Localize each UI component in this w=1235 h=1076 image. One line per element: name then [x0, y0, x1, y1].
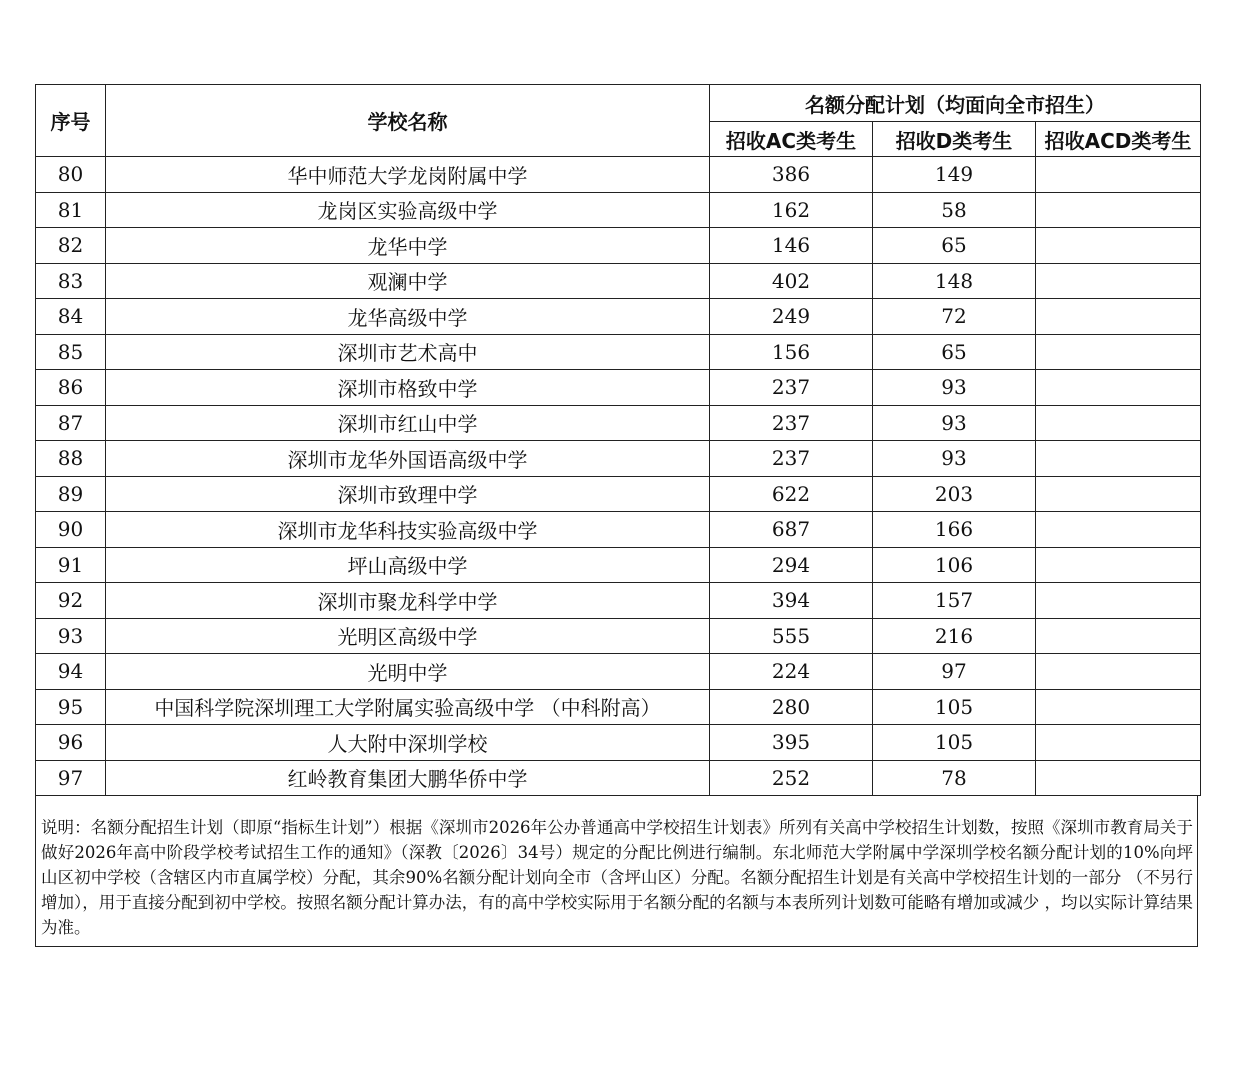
cell-serial-number: 90: [36, 512, 106, 548]
cell-d-count: 78: [873, 760, 1036, 796]
cell-serial-number: 89: [36, 476, 106, 512]
table-row: [36, 405, 1201, 441]
cell-d-count: 157: [873, 583, 1036, 619]
cell-d-count: 93: [873, 370, 1036, 406]
cell-school-name: 华中师范大学龙岗附属中学: [106, 157, 710, 193]
cell-serial-number: 93: [36, 618, 106, 654]
header-ac-candidates: 招收AC类考生: [710, 122, 873, 157]
cell-school-name: 深圳市致理中学: [106, 476, 710, 512]
cell-acd-count: [1036, 263, 1201, 299]
explanation-note: 说明：名额分配招生计划（即原“指标生计划”）根据《深圳市2026年公办普通高中学校招生计划表》所列有关高中学校招生计划数，按照《深圳市教育局关于做好2026年高中阶段学校考试招生工作的通知》（深教〔2026〕34号）规定的分配比例进行编制。东北师范大学附属中学深圳学校名额分配计划的10%向坪山区初中学校（含辖区内市直属学校）分配，其余90%名额分配计划向全市（含坪山区）分配。名额分配招生计划是有关高中学校招生计划的一部分 （不另行增加），用于直接分配到初中学校。按照名额分配计算办法，有的高中学校实际用于名额分配的名额与本表所列计划数可能略有增加或减少 ，均以实际计算结果为准。: [35, 796, 1198, 947]
cell-d-count: 106: [873, 547, 1036, 583]
cell-acd-count: [1036, 618, 1201, 654]
cell-ac-count: 294: [710, 547, 873, 583]
cell-acd-count: [1036, 547, 1201, 583]
table-row: [36, 192, 1201, 228]
cell-acd-count: [1036, 583, 1201, 619]
cell-school-name: 深圳市红山中学: [106, 405, 710, 441]
cell-school-name: 深圳市聚龙科学中学: [106, 583, 710, 619]
cell-d-count: 65: [873, 228, 1036, 264]
cell-serial-number: 95: [36, 689, 106, 725]
cell-d-count: 166: [873, 512, 1036, 548]
cell-serial-number: 91: [36, 547, 106, 583]
cell-d-count: 105: [873, 689, 1036, 725]
cell-acd-count: [1036, 654, 1201, 690]
cell-school-name: 中国科学院深圳理工大学附属实验高级中学 （中科附高）: [106, 689, 710, 725]
cell-acd-count: [1036, 441, 1201, 477]
table-body: [36, 157, 1201, 796]
cell-school-name: 龙华中学: [106, 228, 710, 264]
cell-acd-count: [1036, 689, 1201, 725]
cell-school-name: 龙岗区实验高级中学: [106, 192, 710, 228]
cell-serial-number: 86: [36, 370, 106, 406]
cell-serial-number: 88: [36, 441, 106, 477]
cell-d-count: 203: [873, 476, 1036, 512]
table-row: [36, 299, 1201, 335]
cell-school-name: 深圳市龙华科技实验高级中学: [106, 512, 710, 548]
cell-acd-count: [1036, 192, 1201, 228]
header-acd-candidates: 招收ACD类考生: [1036, 122, 1201, 157]
cell-d-count: 97: [873, 654, 1036, 690]
cell-d-count: 148: [873, 263, 1036, 299]
table-row: [36, 689, 1201, 725]
table-row: [36, 476, 1201, 512]
cell-school-name: 深圳市艺术高中: [106, 334, 710, 370]
cell-school-name: 光明区高级中学: [106, 618, 710, 654]
cell-school-name: 深圳市格致中学: [106, 370, 710, 406]
cell-school-name: 红岭教育集团大鹏华侨中学: [106, 760, 710, 796]
table-row: [36, 760, 1201, 796]
cell-ac-count: 622: [710, 476, 873, 512]
table-row: [36, 228, 1201, 264]
table-row: [36, 441, 1201, 477]
cell-serial-number: 82: [36, 228, 106, 264]
cell-acd-count: [1036, 299, 1201, 335]
table-row: [36, 512, 1201, 548]
cell-acd-count: [1036, 512, 1201, 548]
cell-ac-count: 162: [710, 192, 873, 228]
cell-ac-count: 280: [710, 689, 873, 725]
cell-school-name: 龙华高级中学: [106, 299, 710, 335]
cell-school-name: 人大附中深圳学校: [106, 725, 710, 761]
cell-serial-number: 94: [36, 654, 106, 690]
cell-ac-count: 224: [710, 654, 873, 690]
cell-ac-count: 687: [710, 512, 873, 548]
allocation-table: [35, 84, 1201, 796]
cell-d-count: 216: [873, 618, 1036, 654]
cell-ac-count: 237: [710, 441, 873, 477]
cell-d-count: 72: [873, 299, 1036, 335]
cell-acd-count: [1036, 157, 1201, 193]
cell-serial-number: 81: [36, 192, 106, 228]
header-d-candidates: 招收D类考生: [873, 122, 1036, 157]
table-row: [36, 157, 1201, 193]
cell-ac-count: 395: [710, 725, 873, 761]
cell-d-count: 105: [873, 725, 1036, 761]
cell-school-name: 光明中学: [106, 654, 710, 690]
cell-acd-count: [1036, 760, 1201, 796]
cell-school-name: 坪山高级中学: [106, 547, 710, 583]
table-row: [36, 583, 1201, 619]
cell-ac-count: 555: [710, 618, 873, 654]
cell-acd-count: [1036, 476, 1201, 512]
cell-d-count: 93: [873, 441, 1036, 477]
cell-school-name: 深圳市龙华外国语高级中学: [106, 441, 710, 477]
cell-acd-count: [1036, 228, 1201, 264]
table-row: [36, 547, 1201, 583]
cell-serial-number: 97: [36, 760, 106, 796]
table-row: [36, 725, 1201, 761]
table-row: [36, 370, 1201, 406]
cell-ac-count: 252: [710, 760, 873, 796]
allocation-table-sheet: [35, 84, 1200, 947]
cell-acd-count: [1036, 370, 1201, 406]
cell-ac-count: 402: [710, 263, 873, 299]
cell-serial-number: 80: [36, 157, 106, 193]
cell-ac-count: 156: [710, 334, 873, 370]
cell-school-name: 观澜中学: [106, 263, 710, 299]
cell-ac-count: 146: [710, 228, 873, 264]
table-row: [36, 654, 1201, 690]
cell-serial-number: 87: [36, 405, 106, 441]
cell-serial-number: 85: [36, 334, 106, 370]
header-school-name: 学校名称: [106, 85, 710, 157]
cell-ac-count: 237: [710, 370, 873, 406]
cell-serial-number: 83: [36, 263, 106, 299]
cell-d-count: 149: [873, 157, 1036, 193]
cell-acd-count: [1036, 405, 1201, 441]
header-allocation-plan-group: 名额分配计划（均面向全市招生）: [710, 85, 1201, 122]
cell-serial-number: 84: [36, 299, 106, 335]
table-row: [36, 263, 1201, 299]
cell-d-count: 58: [873, 192, 1036, 228]
cell-ac-count: 394: [710, 583, 873, 619]
cell-ac-count: 249: [710, 299, 873, 335]
cell-serial-number: 96: [36, 725, 106, 761]
table-row: [36, 334, 1201, 370]
header-serial-number: 序号: [36, 85, 106, 157]
cell-acd-count: [1036, 334, 1201, 370]
cell-ac-count: 237: [710, 405, 873, 441]
cell-ac-count: 386: [710, 157, 873, 193]
cell-serial-number: 92: [36, 583, 106, 619]
cell-d-count: 65: [873, 334, 1036, 370]
cell-acd-count: [1036, 725, 1201, 761]
table-row: [36, 618, 1201, 654]
cell-d-count: 93: [873, 405, 1036, 441]
